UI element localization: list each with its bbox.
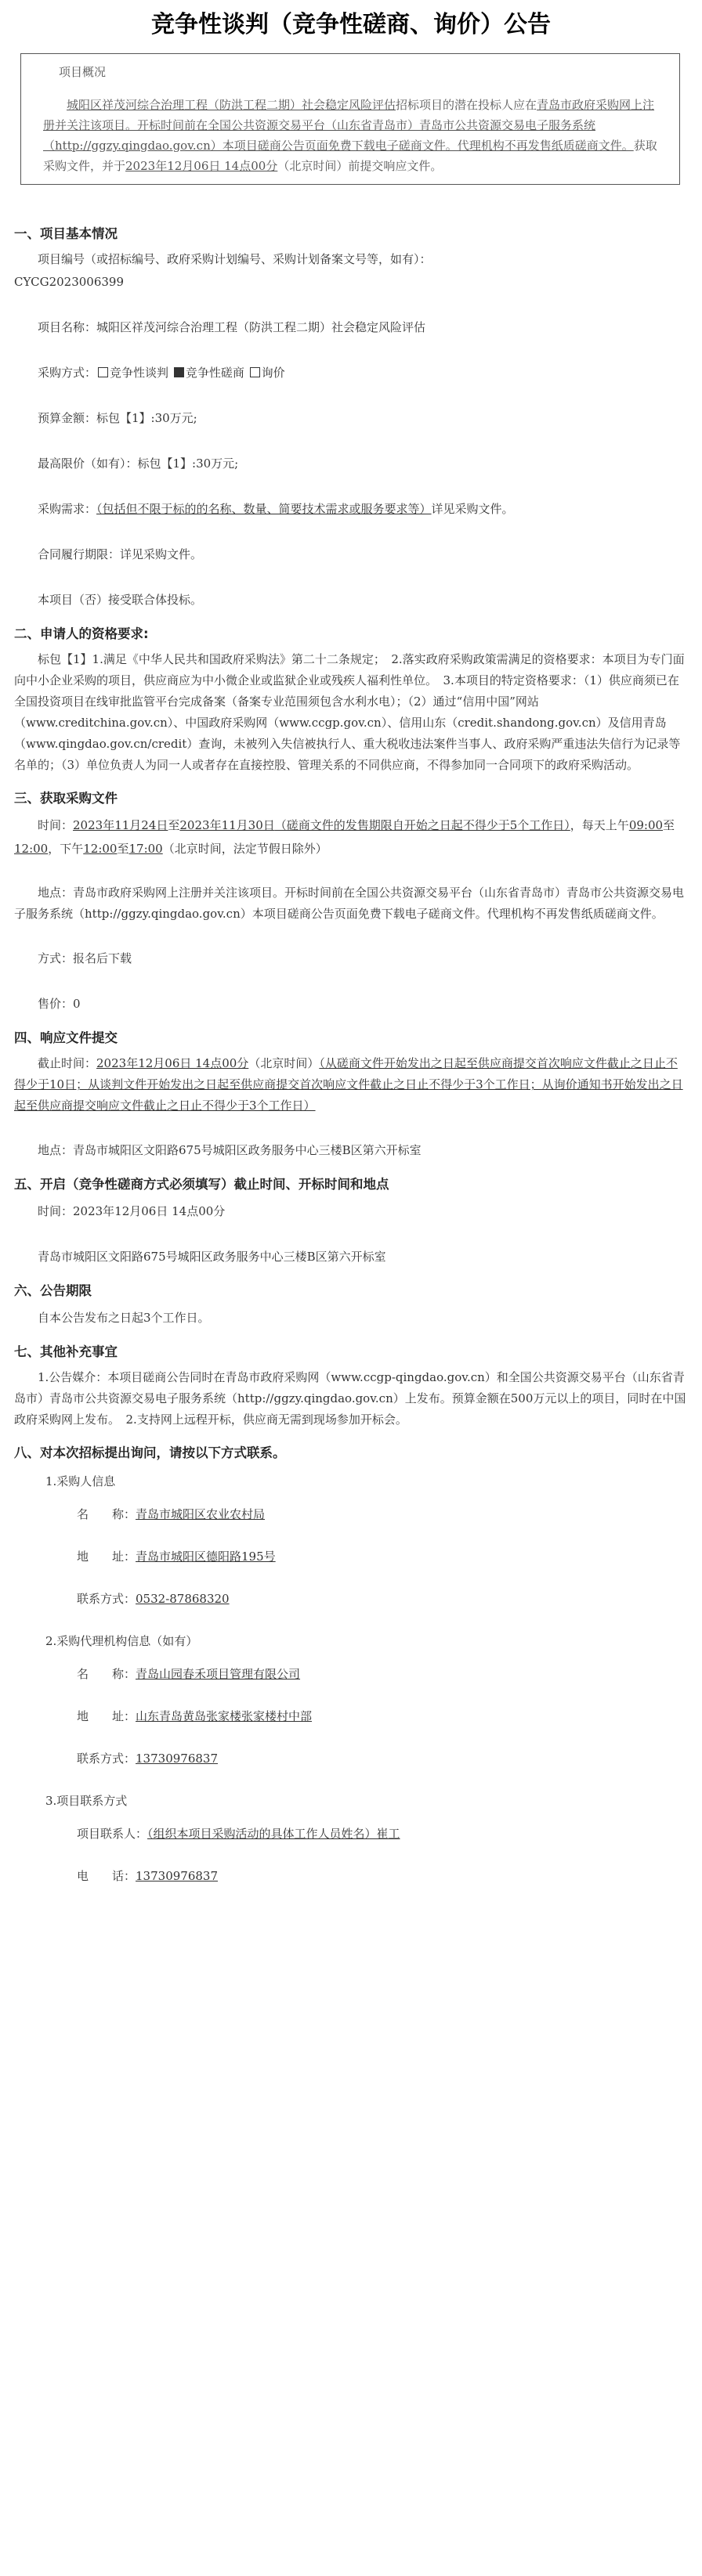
opening-place: 青岛市城阳区文阳路675号城阳区政务服务中心三楼B区第六开标室 xyxy=(38,1250,386,1264)
buyer-name: 青岛市城阳区农业农村局 xyxy=(136,1507,266,1521)
acquisition-method: 方式：报名后下载 xyxy=(38,951,132,965)
agent-info-heading: 2.采购代理机构信息（如有） xyxy=(45,1634,198,1648)
section-4-heading: 四、响应文件提交 xyxy=(14,1030,118,1045)
morning-end: 12:00 xyxy=(14,842,49,856)
overview-download-info: 青岛市政府采购网上注册并关注该项目。开标时间前在全国公共资源交易平台（山东省青岛市）青岛市公共资源交易电子服务系统（http://ggzy.qingdao.gov.cn）本项目磋商公告页面免费下载电子磋商文件。代理机构不再发售纸质磋商文件。 xyxy=(43,98,655,153)
requirements-suffix: 详见采购文件。 xyxy=(431,502,514,516)
deadline-label: 截止时间： xyxy=(38,1056,97,1070)
requirements-label: 采购需求： xyxy=(38,502,97,516)
overview-text xyxy=(43,95,657,176)
agent-address-row xyxy=(77,1705,688,1728)
agent-name-row xyxy=(77,1662,688,1686)
project-no-label: 项目编号（或招标编号、政府采购计划编号、采购计划备案文号等，如有）： xyxy=(38,252,432,266)
checkbox-checked-icon xyxy=(174,367,184,377)
buyer-info-heading: 1.采购人信息 xyxy=(45,1474,116,1488)
acquisition-start-date: 2023年11月24日 xyxy=(73,818,168,832)
project-contact-heading: 3.项目联系方式 xyxy=(45,1794,128,1808)
buyer-tel-label: 联系方式： xyxy=(77,1592,136,1606)
morning-to: 至 xyxy=(663,818,675,832)
buyer-name-label: 名 称： xyxy=(77,1507,136,1521)
agent-tel-label: 联系方式： xyxy=(77,1752,136,1766)
project-no-value: CYCG2023006399 xyxy=(14,275,125,289)
deadline-timezone: （北京时间） xyxy=(248,1056,320,1070)
requirements-text: （包括但不限于标的的名称、数量、简要技术需求或服务要求等） xyxy=(96,502,432,516)
contact-person: （组织本项目采购活动的具体工作人员姓名）崔工 xyxy=(147,1827,400,1841)
morning-start: 09:00 xyxy=(628,818,664,832)
acquisition-end-date: 2023年11月30日 xyxy=(179,818,275,832)
qualification-requirements: 标包【1】1.满足《中华人民共和国政府采购法》第二十二条规定； 2.落实政府采购政策需满足的资格要求：本项目为专门面向中小企业采购的项目，供应商应为中小微企业或监狱企业或残疾人福利性单位。 3.本项目的特定资格要求：（1）供应商须已在全国投资项目在线审批监管平台完成备案（备案专业范围须包含水利水电）；（2）通过“信用中国”网站（www.creditchina.gov.cn）、中国政府采购网（www.ccgp.gov.cn）、信用山东（credit.shandong.gov.cn）及信用青岛（www.qingdao.gov.cn/credit）查询，未被列入失信被执行人、重大税收违法案件当事人、政府采购严重违法失信行为记录等名单的；（3）单位负责人为同一人或者存在直接控股、管理关系的不同供应商，不得参加同一合同项下的政府采购活动。 xyxy=(14,652,685,772)
afternoon-end: 17:00 xyxy=(128,842,163,856)
afternoon-to: 至 xyxy=(117,842,129,856)
checkbox-unchecked-icon xyxy=(98,367,108,377)
daily-morning-label: ，每天上午 xyxy=(570,818,629,832)
max-price: 最高限价（如有）：标包【1】:30万元; xyxy=(38,456,239,471)
submission-place: 地点：青岛市城阳区文阳路675号城阳区政务服务中心三楼B区第六开标室 xyxy=(38,1143,422,1157)
announcement-period: 自本公告发布之日起3个工作日。 xyxy=(38,1311,210,1325)
document-price: 售价：0 xyxy=(38,997,81,1011)
document-acquisition-time xyxy=(14,814,688,860)
overview-text-f: （北京时间）前提交响应文件。 xyxy=(277,159,443,173)
section-3-heading: 三、获取采购文件 xyxy=(14,791,118,806)
deadline-note: （从磋商文件开始发出之日起至供应商提交首次响应文件截止之日止不得少于10日；从谈判文件开始发出之日起至供应商提交首次响应文件截止之日止不得少于3个工作日；从询价通知书开始发出之日起至供应商提交响应文件截止之日止不得少于3个工作日） xyxy=(14,1056,683,1113)
consortium-policy: 本项目（否）接受联合体投标。 xyxy=(38,593,203,607)
section-2-heading: 二、申请人的资格要求: xyxy=(14,626,149,641)
budget-amount: 预算金额：标包【1】:30万元; xyxy=(38,411,197,425)
agent-name-label: 名 称： xyxy=(77,1667,136,1681)
buyer-address-row xyxy=(77,1545,688,1568)
procurement-method-label: 采购方式： xyxy=(38,366,97,380)
section-6-heading: 六、公告期限 xyxy=(14,1283,92,1298)
daily-afternoon-label: ，下午 xyxy=(48,842,84,856)
overview-project-name: 城阳区祥茂河综合治理工程（防洪工程二期）社会稳定风险评估 xyxy=(67,98,396,112)
overview-heading: 项目概况 xyxy=(59,65,107,79)
section-5-heading: 五、开启（竞争性磋商方式必须填写）截止时间、开标时间和地点 xyxy=(14,1177,389,1192)
announcement-page xyxy=(14,0,688,1907)
contact-person-label: 项目联系人： xyxy=(77,1827,148,1841)
checkbox-unchecked-icon xyxy=(250,367,260,377)
supplementary-info: 1.公告媒介：本项目磋商公告同时在青岛市政府采购网（www.ccgp-qingdao.gov.cn）和全国公共资源交易平台（山东省青岛市）青岛市公共资源交易电子服务系统（http://ggzy.qingdao.gov.cn）上发布。预算金额在500万元以上的项目，同时在中国政府采购网上发布。 2.支持网上远程开标，供应商无需到现场参加开标会。 xyxy=(14,1370,686,1427)
contact-phone: 13730976837 xyxy=(136,1869,218,1883)
contract-period: 合同履行期限：详见采购文件。 xyxy=(38,547,203,561)
buyer-tel: 0532-87868320 xyxy=(136,1592,230,1606)
agent-name: 青岛山园春禾项目管理有限公司 xyxy=(136,1667,301,1681)
contact-phone-row xyxy=(77,1864,688,1888)
afternoon-start: 12:00 xyxy=(83,842,118,856)
buyer-address-label: 地 址： xyxy=(77,1550,136,1564)
overview-deadline: 2023年12月06日 14点00分 xyxy=(125,159,278,173)
buyer-address: 青岛市城阳区德阳路195号 xyxy=(136,1550,276,1564)
acquisition-place: 地点：青岛市政府采购网上注册并关注该项目。开标时间前在全国公共资源交易平台（山东省青岛市）青岛市公共资源交易电子服务系统（http://ggzy.qingdao.gov.cn）本项目磋商公告页面免费下载电子磋商文件。代理机构不再发售纸质磋商文件。 xyxy=(14,886,685,921)
contact-person-row xyxy=(77,1822,688,1845)
buyer-name-row xyxy=(77,1503,688,1526)
agent-address: 山东青岛黄岛张家楼张家楼村中部 xyxy=(136,1709,313,1723)
procurement-method xyxy=(14,361,688,384)
section-7-heading: 七、其他补充事宜 xyxy=(14,1344,118,1359)
page-title: 竞争性谈判（竞争性磋商、询价）公告 xyxy=(151,11,551,38)
acquisition-period-note: （磋商文件的发售期限自开始之日起不得少于5个工作日） xyxy=(274,818,570,832)
contact-phone-label: 电 话： xyxy=(77,1869,136,1883)
section-8-heading: 八、对本次招标提出询问，请按以下方式联系。 xyxy=(14,1445,286,1460)
method-option-negotiation: 竞争性谈判 xyxy=(110,366,169,380)
method-option-inquiry: 询价 xyxy=(261,366,285,380)
agent-address-label: 地 址： xyxy=(77,1709,136,1723)
buyer-tel-row xyxy=(77,1587,688,1611)
deadline-value: 2023年12月06日 14点00分 xyxy=(96,1056,249,1070)
daily-note: （北京时间，法定节假日除外） xyxy=(162,842,327,856)
project-name: 项目名称：城阳区祥茂河综合治理工程（防洪工程二期）社会稳定风险评估 xyxy=(38,320,426,334)
opening-time: 时间：2023年12月06日 14点00分 xyxy=(38,1204,226,1218)
acquisition-time-label: 时间： xyxy=(38,818,74,832)
project-overview-box xyxy=(20,53,680,185)
agent-tel-row xyxy=(77,1747,688,1770)
procurement-requirements xyxy=(14,497,688,521)
overview-text-b: 招标项目的潜在投标人应在 xyxy=(396,98,537,112)
method-option-consultation: 竞争性磋商 xyxy=(185,366,244,380)
agent-tel: 13730976837 xyxy=(136,1752,218,1766)
overview-text-d: 获取采购文件，并于 xyxy=(43,139,657,173)
submission-deadline xyxy=(14,1053,688,1117)
section-1-heading: 一、项目基本情况 xyxy=(14,226,118,241)
acquisition-to: 至 xyxy=(168,818,180,832)
